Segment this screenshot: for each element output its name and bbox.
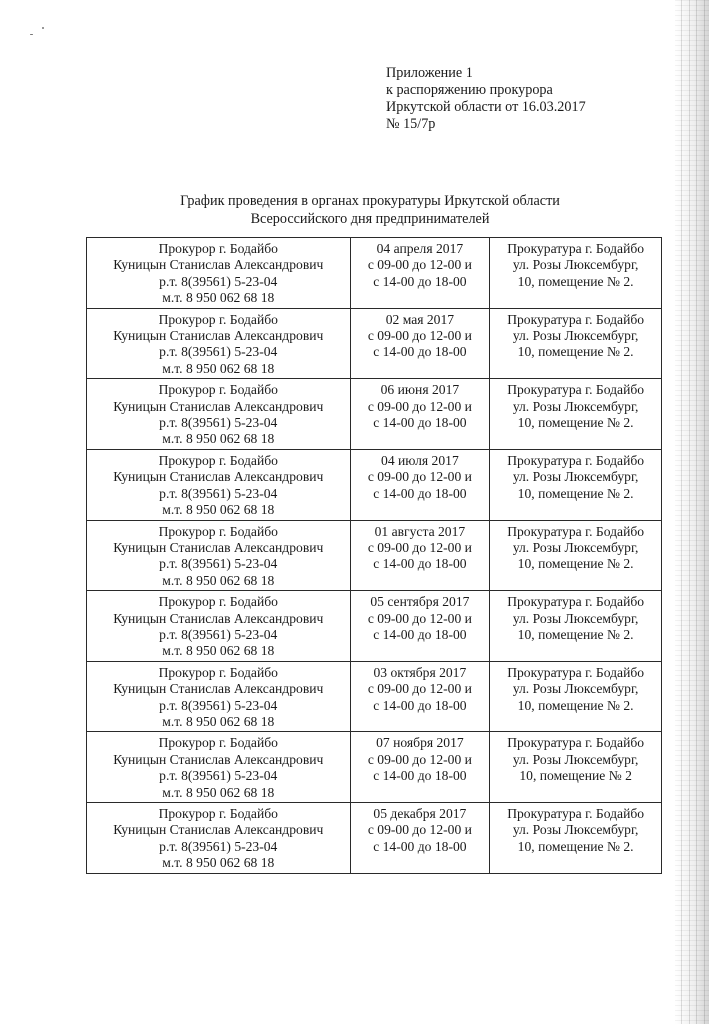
date-time-cell <box>350 308 490 379</box>
table-row <box>87 379 662 450</box>
time1-text: с 09-00 до 12-00 и <box>367 539 472 555</box>
place1-text: Прокуратура г. Бодайбо <box>507 594 645 610</box>
location-cell <box>490 379 662 450</box>
location-cell <box>490 591 662 662</box>
official-text: Прокурор г. Бодайбо <box>158 452 278 468</box>
location-cell <box>490 449 662 520</box>
place3-text: 10, помещение № 2. <box>517 273 634 289</box>
time1-text: с 09-00 до 12-00 и <box>367 610 472 626</box>
time1-text: с 09-00 до 12-00 и <box>367 398 472 414</box>
work-phone-text: р.т. 8(39561) 5-23-04 <box>159 485 278 501</box>
official-cell <box>87 238 351 309</box>
mobile-phone-text: м.т. 8 950 062 68 18 <box>162 855 275 871</box>
official-cell <box>87 591 351 662</box>
time2-text: с 14-00 до 18-00 <box>373 626 467 642</box>
appendix-line: Иркутской области от 16.03.2017 <box>386 99 586 115</box>
date-time-cell <box>350 732 490 803</box>
table-row <box>87 661 662 732</box>
name-text: Куницын Станислав Александрович <box>113 610 324 626</box>
date-time-cell <box>350 449 490 520</box>
table-row <box>87 449 662 520</box>
table-row <box>87 803 662 874</box>
appendix-block <box>386 65 666 133</box>
location-cell <box>490 661 662 732</box>
title-line: Всероссийского дня предпринимателей <box>250 211 490 227</box>
place3-text: 10, помещение № 2. <box>517 485 634 501</box>
date-text: 04 апреля 2017 <box>376 241 464 256</box>
date-time-cell <box>350 803 490 874</box>
work-phone-text: р.т. 8(39561) 5-23-04 <box>159 556 278 572</box>
place1-text: Прокуратура г. Бодайбо <box>507 241 645 256</box>
table-row <box>87 308 662 379</box>
place2-text: ул. Розы Люксембург, <box>512 257 639 273</box>
table-row <box>87 238 662 309</box>
location-cell <box>490 520 662 591</box>
time1-text: с 09-00 до 12-00 и <box>367 257 472 273</box>
table-row <box>87 732 662 803</box>
scan-speck <box>30 34 33 35</box>
time1-text: с 09-00 до 12-00 и <box>367 751 472 767</box>
name-text: Куницын Станислав Александрович <box>113 328 324 344</box>
mobile-phone-text: м.т. 8 950 062 68 18 <box>162 290 275 306</box>
table-row <box>87 591 662 662</box>
date-text: 05 декабря 2017 <box>373 806 467 821</box>
official-cell <box>87 520 351 591</box>
place2-text: ул. Розы Люксембург, <box>512 398 639 414</box>
mobile-phone-text: м.т. 8 950 062 68 18 <box>162 643 275 659</box>
place2-text: ул. Розы Люксембург, <box>512 681 639 697</box>
mobile-phone-text: м.т. 8 950 062 68 18 <box>162 360 275 376</box>
time2-text: с 14-00 до 18-00 <box>373 273 467 289</box>
date-text: 04 июля 2017 <box>381 452 459 468</box>
place1-text: Прокуратура г. Бодайбо <box>507 382 645 398</box>
time2-text: с 14-00 до 18-00 <box>373 768 467 784</box>
place3-text: 10, помещение № 2. <box>517 838 634 854</box>
time2-text: с 14-00 до 18-00 <box>373 415 467 431</box>
official-text: Прокурор г. Бодайбо <box>158 735 278 751</box>
place2-text: ул. Розы Люксембург, <box>512 751 639 767</box>
official-cell <box>87 661 351 732</box>
date-time-cell <box>350 379 490 450</box>
place3-text: 10, помещение № 2. <box>517 415 634 431</box>
official-cell <box>87 308 351 379</box>
place2-text: ул. Розы Люксембург, <box>512 469 639 485</box>
name-text: Куницын Станислав Александрович <box>113 751 324 767</box>
date-text: 05 сентября 2017 <box>370 594 470 610</box>
date-text: 03 октября 2017 <box>373 664 467 680</box>
time2-text: с 14-00 до 18-00 <box>373 838 467 854</box>
place1-text: Прокуратура г. Бодайбо <box>507 311 645 327</box>
appendix-line: к распоряжению прокурора <box>386 82 553 98</box>
work-phone-text: р.т. 8(39561) 5-23-04 <box>159 626 278 642</box>
place3-text: 10, помещение № 2. <box>517 697 634 713</box>
work-phone-text: р.т. 8(39561) 5-23-04 <box>159 344 278 360</box>
table-row <box>87 520 662 591</box>
location-cell <box>490 803 662 874</box>
location-cell <box>490 308 662 379</box>
time1-text: с 09-00 до 12-00 и <box>367 328 472 344</box>
date-text: 07 ноября 2017 <box>376 735 464 751</box>
place2-text: ул. Розы Люксембург, <box>512 539 639 555</box>
date-text: 06 июня 2017 <box>380 382 460 398</box>
time2-text: с 14-00 до 18-00 <box>373 556 467 572</box>
official-text: Прокурор г. Бодайбо <box>158 311 278 327</box>
time2-text: с 14-00 до 18-00 <box>373 697 467 713</box>
official-text: Прокурор г. Бодайбо <box>158 523 278 539</box>
place3-text: 10, помещение № 2. <box>517 556 634 572</box>
mobile-phone-text: м.т. 8 950 062 68 18 <box>162 502 275 518</box>
work-phone-text: р.т. 8(39561) 5-23-04 <box>159 415 278 431</box>
place1-text: Прокуратура г. Бодайбо <box>507 735 645 751</box>
place1-text: Прокуратура г. Бодайбо <box>507 523 645 539</box>
official-text: Прокурор г. Бодайбо <box>158 382 278 398</box>
name-text: Куницын Станислав Александрович <box>113 822 324 838</box>
name-text: Куницын Станислав Александрович <box>113 469 324 485</box>
place3-text: 10, помещение № 2. <box>517 626 634 642</box>
official-text: Прокурор г. Бодайбо <box>158 806 278 821</box>
mobile-phone-text: м.т. 8 950 062 68 18 <box>162 431 275 447</box>
work-phone-text: р.т. 8(39561) 5-23-04 <box>159 273 278 289</box>
date-text: 02 мая 2017 <box>385 311 455 327</box>
work-phone-text: р.т. 8(39561) 5-23-04 <box>159 768 278 784</box>
date-time-cell <box>350 520 490 591</box>
work-phone-text: р.т. 8(39561) 5-23-04 <box>159 697 278 713</box>
time1-text: с 09-00 до 12-00 и <box>367 469 472 485</box>
official-cell <box>87 449 351 520</box>
title-line: График проведения в органах прокуратуры Иркутской области <box>180 193 560 209</box>
scan-edge-noise <box>675 0 709 1024</box>
appendix-line: № 15/7р <box>386 116 436 132</box>
time1-text: с 09-00 до 12-00 и <box>367 822 472 838</box>
official-text: Прокурор г. Бодайбо <box>158 241 278 256</box>
time1-text: с 09-00 до 12-00 и <box>367 681 472 697</box>
date-text: 01 августа 2017 <box>374 523 466 539</box>
place1-text: Прокуратура г. Бодайбо <box>507 806 645 821</box>
work-phone-text: р.т. 8(39561) 5-23-04 <box>159 838 278 854</box>
schedule-table <box>86 237 662 874</box>
appendix-line: Приложение 1 <box>386 65 473 81</box>
date-time-cell <box>350 238 490 309</box>
name-text: Куницын Станислав Александрович <box>113 398 324 414</box>
place2-text: ул. Розы Люксембург, <box>512 610 639 626</box>
place1-text: Прокуратура г. Бодайбо <box>507 452 645 468</box>
official-cell <box>87 732 351 803</box>
place2-text: ул. Розы Люксембург, <box>512 822 639 838</box>
mobile-phone-text: м.т. 8 950 062 68 18 <box>162 784 275 800</box>
name-text: Куницын Станислав Александрович <box>113 539 324 555</box>
date-time-cell <box>350 661 490 732</box>
mobile-phone-text: м.т. 8 950 062 68 18 <box>162 713 275 729</box>
scan-speck <box>42 27 44 29</box>
name-text: Куницын Станислав Александрович <box>113 681 324 697</box>
place1-text: Прокуратура г. Бодайбо <box>507 664 645 680</box>
official-cell <box>87 803 351 874</box>
location-cell <box>490 238 662 309</box>
official-text: Прокурор г. Бодайбо <box>158 594 278 610</box>
time2-text: с 14-00 до 18-00 <box>373 485 467 501</box>
location-cell <box>490 732 662 803</box>
mobile-phone-text: м.т. 8 950 062 68 18 <box>162 572 275 588</box>
place3-text: 10, помещение № 2 <box>519 768 632 784</box>
document-title <box>70 192 670 228</box>
date-time-cell <box>350 591 490 662</box>
official-text: Прокурор г. Бодайбо <box>158 664 278 680</box>
time2-text: с 14-00 до 18-00 <box>373 344 467 360</box>
name-text: Куницын Станислав Александрович <box>113 257 324 273</box>
place2-text: ул. Розы Люксембург, <box>512 328 639 344</box>
place3-text: 10, помещение № 2. <box>517 344 634 360</box>
official-cell <box>87 379 351 450</box>
